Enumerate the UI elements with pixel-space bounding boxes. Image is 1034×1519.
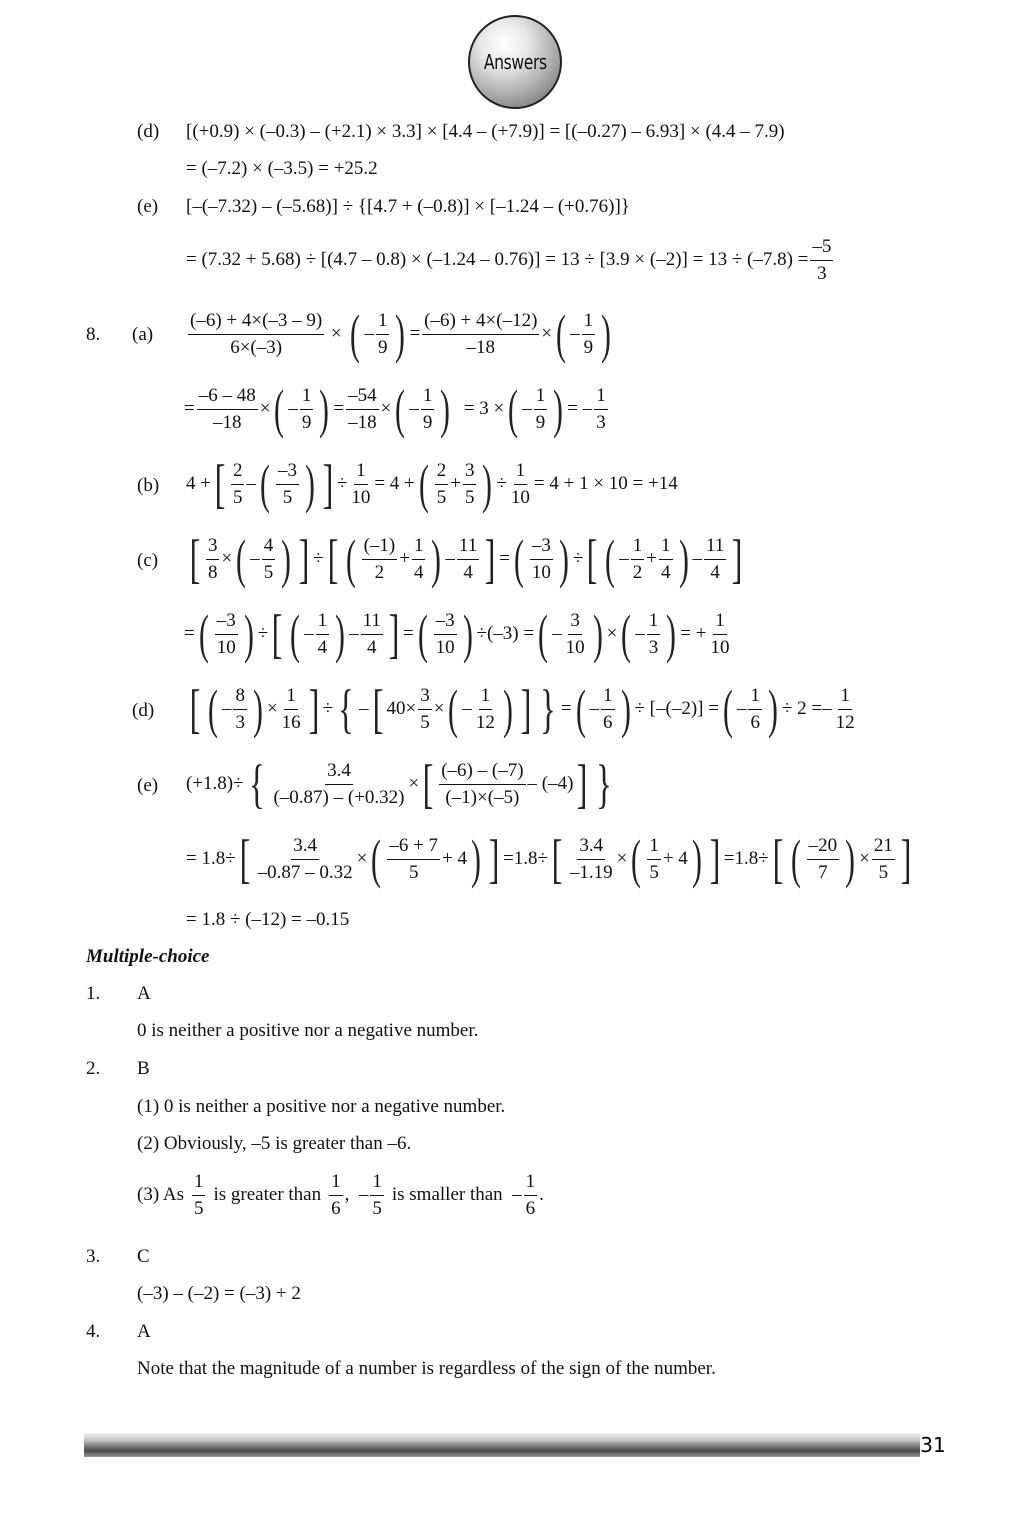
q8a-step: = 3 × [463, 398, 505, 419]
page-number: 31 [920, 1433, 946, 1457]
mc-heading: Multiple-choice [86, 946, 210, 967]
q7d-label: (d) [137, 121, 160, 142]
q8c-line2: = ( –3 10 ) ÷ [ ( – 1 4 ) – 11 4 ] = ( –3 10 ) ÷(–3) = ( – 3 10 ) × ( – 1 3 ) = + $\frac{1}{10}$ [184, 604, 730, 664]
q7e-line2-text: = (7.32 + 5.68) ÷ [(4.7 – 0.8) × (–1.24 – 0.76)] = 13 ÷ [3.9 × (–2)] = 13 ÷ (–7.8) = [186, 249, 809, 271]
numerator: –6 + 7 [387, 835, 440, 860]
fraction [271, 760, 406, 809]
numerator: 3.4 [577, 835, 605, 860]
numerator: –5 [810, 236, 833, 261]
fraction [188, 310, 324, 359]
fraction [256, 835, 355, 884]
fraction [346, 385, 379, 434]
q8e2-mid2: =1.8÷ [723, 848, 769, 869]
denominator: –18 [348, 411, 377, 433]
q8b-result: = 4 + 1 × 10 = +14 [533, 473, 678, 494]
mc-q3-number: 3. [86, 1246, 101, 1267]
mc-q2-stmt2: (2) Obviously, –5 is greater than –6. [137, 1133, 412, 1154]
fraction [872, 835, 895, 884]
q8a-label: (a) [132, 324, 154, 345]
denominator: 3 [817, 262, 827, 284]
numerator: (–6) – (–7) [439, 760, 525, 785]
mc-q2-answer: B [137, 1058, 150, 1079]
numerator: –20 [807, 835, 840, 860]
denominator: 5 [408, 861, 419, 883]
denominator: 6×(–3) [230, 336, 283, 358]
denominator: –1.19 [569, 861, 613, 883]
numerator: 3.4 [325, 760, 353, 785]
answers-badge [468, 15, 562, 109]
q8d-middle: ÷ [–(–2)] = [634, 698, 719, 719]
mc-q2-stmt3-mid1: is greater than [213, 1184, 322, 1206]
numerator: (–6) + 4×(–12) [422, 310, 539, 335]
fraction [807, 835, 840, 884]
q8e-line1: (+1.8)÷ { $\frac{3.4}{(-0.87) - (+0.32)}$ × [ $\frac{(-6) - (-7)}{(-1)\times(-5)}$ – (–4) ] } [186, 754, 613, 814]
q8d-label: (d) [132, 700, 155, 721]
q8e-minus-four: – (–4) [527, 773, 574, 794]
numerator: 21 [872, 835, 895, 860]
q7e-line1: [–(–7.32) – (–5.68)] ÷ {[4.7 + (–0.8)] × [–1.24 – (+0.76)]} [186, 196, 630, 217]
mc-q2-number: 2. [86, 1058, 101, 1079]
mc-q4-answer: A [137, 1321, 151, 1342]
denominator: 7 [818, 861, 828, 883]
q8b-label: (b) [137, 475, 160, 496]
denominator: (–0.87) – (+0.32) [273, 786, 405, 808]
denominator: –18 [212, 411, 242, 433]
mc-q2-stmt1: (1) 0 is neither a positive nor a negative number. [137, 1096, 506, 1117]
q8e-prefix: (+1.8)÷ [186, 773, 244, 794]
mc-q2-stmt3: (3) As 1 5 is greater than 1 6 , – 1 5 is smaller than – 1 6 . [137, 1171, 544, 1219]
q7e-label: (e) [137, 196, 159, 217]
q7d-line1: [(+0.9) × (–0.3) – (+2.1) × 3.3] × [4.4 – (+7.9)] = [(–0.27) – 6.93] × (4.4 – 7.9) [186, 121, 785, 142]
q8d-line: [ ( – 8 3 ) × 1 16 ] ÷ { – [ 40× 3 5 × ( – 1 12 ) ] } = ( – 1 6 ) ÷ [–(–2)] = ( – 1 6 ) ÷ 2 = – 1 12 [189, 679, 855, 739]
q8e2-prefix: = 1.8÷ [186, 848, 236, 869]
q7e-line2 [186, 236, 835, 285]
q8a-line1: $\frac{(-6) + 4\times(-3 - 9)}{6\times(-3)}$ × ( – 1 9 ) = $\frac{(-6) + 4\times(-12)}{-18}$ × ( – 1 9 ) [190, 304, 612, 364]
q8e2-plus-four: + 4 [442, 848, 468, 869]
q8a-line2: = $\frac{-6 - 48}{-18}$ × ( – 1 9 ) = $\frac{-54}{-18}$ × ( – 1 9 ) = 3 × ( – 1 9 ) = – 1 3 [184, 379, 606, 439]
denominator: 5 [878, 861, 889, 883]
q8e-line3: = 1.8 ÷ (–12) = –0.15 [186, 909, 350, 930]
denominator: –0.87 – 0.32 [257, 861, 353, 883]
q8c-line1: [ 3 8 × ( – 4 5 ) ] ÷ [ ( (–1) 2 + 1 4 ) – 11 4 ] = ( –3 10 ) ÷ [ ( – 1 2 + 1 4 ) – 11 4 ] [189, 529, 743, 589]
denominator: –18 [466, 336, 496, 358]
q7d-line2: = (–7.2) × (–3.5) = +25.2 [186, 158, 378, 179]
fraction [810, 236, 833, 285]
q8b-line: 4 + [ 2 5 – ( –3 5 ) ] ÷ $\frac{1}{10}$ = 4 + ( 2 5 + 3 5 ) ÷ $\frac{1}{10}$ = 4 + 1 × 10 = +14 [186, 454, 678, 514]
q8e2-mid: =1.8÷ [503, 848, 548, 869]
mc-q2-stmt3-pre: (3) As [137, 1184, 184, 1206]
mc-q2-stmt3-mid2: is smaller than [391, 1184, 503, 1206]
footer-bar [84, 1433, 946, 1457]
q8d-two: ÷ 2 = [781, 698, 823, 719]
q8-number: 8. [86, 324, 101, 345]
fraction [439, 760, 525, 809]
numerator: (–6) + 4×(–3 – 9) [188, 310, 324, 335]
mc-q1-answer: A [137, 983, 151, 1004]
mc-q3-answer: C [137, 1246, 150, 1267]
fraction [568, 835, 615, 884]
fraction [197, 385, 258, 434]
fraction [387, 835, 440, 884]
q8e-line2: = 1.8÷ [ $\frac{3.4}{-0.87 - 0.32}$ × ( $\frac{-6 + 7}{5}$ + 4 ) ] =1.8÷ [ $\frac{3.4}{-1.19}$ × ( 1 5 + 4 ) ] =1.8÷ [ ( $\frac{-20}{7}$ ) × $\frac{21}{5}$ ] [186, 829, 912, 889]
q8c-label: (c) [137, 550, 159, 571]
badge-text: Answers [483, 50, 547, 74]
numerator: –54 [346, 385, 379, 410]
mc-q4-text: Note that the magnitude of a number is regardless of the sign of the number. [137, 1358, 716, 1379]
denominator: (–1)×(–5) [445, 786, 520, 808]
mc-q1-text: 0 is neither a positive nor a negative number. [137, 1020, 479, 1041]
q8e-label: (e) [137, 775, 159, 796]
fraction [422, 310, 539, 359]
numerator: –6 – 48 [197, 385, 258, 410]
mc-q4-number: 4. [86, 1321, 101, 1342]
mc-q3-text: (–3) – (–2) = (–3) + 2 [137, 1283, 301, 1304]
numerator: 3.4 [291, 835, 319, 860]
mc-q1-number: 1. [86, 983, 101, 1004]
